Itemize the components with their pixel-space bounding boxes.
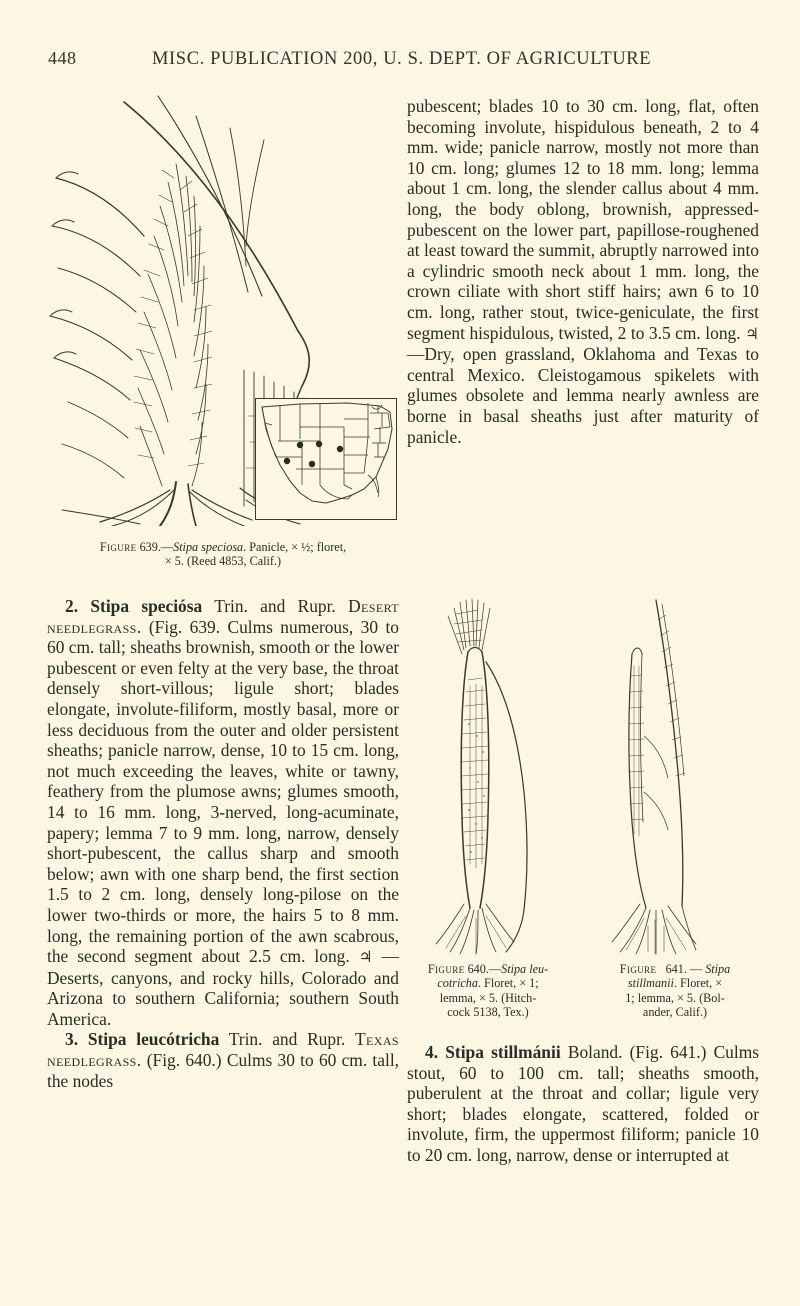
figure-640-label: Figure — [427, 962, 465, 976]
distribution-map — [255, 398, 397, 520]
figure-640-number: 640. — [467, 962, 489, 976]
figure-639-species: Stipa speciosa — [173, 540, 244, 554]
figure-640-species-1: Stipa leu- — [501, 962, 549, 976]
figure-639-number: 639. — [139, 540, 161, 554]
entry-4-description: Culms stout, 60 to 100 cm. tall; sheaths smooth, puberulent at the throat and collar; ligule very short; blades elongate, scattered, folded or involute, firm, the uppermost filiform; panicle 10 to 20 cm. long, narrow, dense or interrupted at — [407, 1042, 759, 1165]
figure-639-detail-2: × 5. (Reed 4853, Calif.) — [164, 554, 282, 569]
entry-3-authority: Trin. and Rupr. — [228, 1029, 346, 1050]
entry-2-name: Stipa speciósa — [90, 596, 203, 616]
entry-3-number: 3. — [65, 1029, 79, 1050]
map-occurrence-dots — [284, 441, 343, 467]
running-title: MISC. PUBLICATION 200, U. S. DEPT. OF AGRICULTURE — [152, 49, 652, 69]
figure-641-number: 641. — [665, 962, 687, 976]
entry-3-description: Culms 30 to 60 cm. tall, the nodes — [47, 1050, 399, 1091]
figure-641-label: Figure — [619, 962, 657, 976]
entry-2-authority: Trin. and Rupr. — [214, 596, 336, 616]
right-column-top — [407, 96, 759, 447]
figure-641-caption — [590, 962, 760, 1020]
figure-641-detail-2: . Floret, × — [673, 976, 723, 991]
entry-2-number: 2. — [65, 596, 79, 616]
figure-640-detail-4: cock 5138, Tex.) — [447, 1005, 529, 1020]
page-number: 448 — [48, 48, 77, 68]
figure-640-species-2: cotricha — [437, 976, 478, 991]
figure-641-detail-3: 1; lemma, × 5. (Bol- — [625, 990, 725, 1005]
entry-4-name: Stipa stillmánii — [445, 1042, 561, 1062]
perennial-symbol-3: ♃ — [745, 324, 759, 343]
figure-639-caption — [47, 540, 399, 569]
figure-641-species-1: Stipa — [705, 962, 731, 976]
entry-3-common-name: Texas needlegrass. — [47, 1029, 399, 1071]
figure-639-label: Figure — [99, 540, 137, 554]
continued-text: pubescent; blades 10 to 30 cm. long, flat, often becoming involute, hispidulous beneath, 2 to 4 mm. wide; panicle narrow, mostly not more than 10 cm. long; glumes 12 to 18 mm. long; lemma about 1 cm. long, the slender callus about 4 mm. long, the body oblong, brownish, appressed-pubescent on the lower part, papillose-roughened at least toward the summit, abruptly narrowed into a cylindric smooth neck about 1 mm. long, the crown ciliate with short stiff hairs; awn 6 to 10 cm. long, rather stout, twice-geniculate, the first segment hispidulous, twisted, 2 to 3.5 cm. long. — [407, 96, 759, 343]
figure-641-dash: — — [689, 962, 703, 976]
running-head — [48, 48, 760, 70]
figure-640-caption — [407, 962, 569, 1020]
entry-3-habitat: —Dry, open grassland, Oklahoma and Texas to central Mexico. Cleistogamous spikelets with glumes obsolete and lemma nearly awnless are borne in basal sheaths just after maturity of panicle. — [407, 344, 759, 447]
entry-3-name: Stipa leucótricha — [87, 1029, 220, 1050]
figure-641-detail-4: ander, Calif.) — [642, 1005, 708, 1020]
entry-4-number: 4. — [425, 1042, 439, 1062]
perennial-symbol-2: ♃ — [358, 948, 373, 967]
figure-640-detail-2: . Floret, × 1; — [477, 976, 539, 991]
entry-2-fig-ref: (Fig. 639. — [148, 616, 221, 637]
continued-description — [407, 96, 759, 447]
figure-641-species-2: stillmanii — [627, 976, 674, 991]
entry-2-description: Culms numerous, 30 to 60 cm. tall; sheaths brownish, smooth or the lower pubescent or even felty at the very base, the throat densely short-villous; ligule short; blades elongate, involute-filiform, mostly basal, more or less deciduous from the outer and older persistent sheaths; panicle narrow, dense, 10 to 15 cm. long, not much exceeding the leaves, white or tawny, feathery from the plumose awns; glumes smooth, 14 to 16 mm. long, 3-nerved, long-acuminate, papery; lemma 7 to 9 mm. long, narrow, densely short-pubescent, the callus sharp and smooth below; awn with one sharp bend, the first section 1.5 to 2 cm. long, densely long-pilose on the lower two-thirds or more, the hairs 5 to 8 mm. long, the remaining portion of the awn scabrous, the second segment about 2.5 cm. long. — [47, 616, 399, 967]
entry-2-common-name: Desert needlegrass. — [47, 596, 399, 637]
entry-4-fig-ref: (Fig. 641.) — [629, 1042, 707, 1062]
entry-4-authority: Boland. — [567, 1042, 623, 1062]
species-entry-3 — [47, 1029, 399, 1091]
entry-2-habitat: — Deserts, canyons, and rocky hills, Colorado and Arizona to southern California; southern South America. — [47, 946, 399, 1029]
figure-640-detail-3: lemma, × 5. (Hitch- — [439, 990, 537, 1005]
left-column — [47, 596, 399, 1091]
species-entry-2 — [47, 596, 399, 1029]
species-entry-4 — [407, 1042, 759, 1166]
figure-639-dash: — — [160, 540, 174, 554]
figure-640-dash: — — [488, 962, 502, 976]
entry-3-fig-ref: (Fig. 640.) — [146, 1050, 222, 1071]
figure-640-illustration — [420, 596, 550, 956]
right-column-bottom — [407, 1042, 759, 1166]
figure-641-illustration — [598, 596, 728, 956]
figure-639-detail-1: . Panicle, × ½; floret, — [243, 540, 347, 554]
